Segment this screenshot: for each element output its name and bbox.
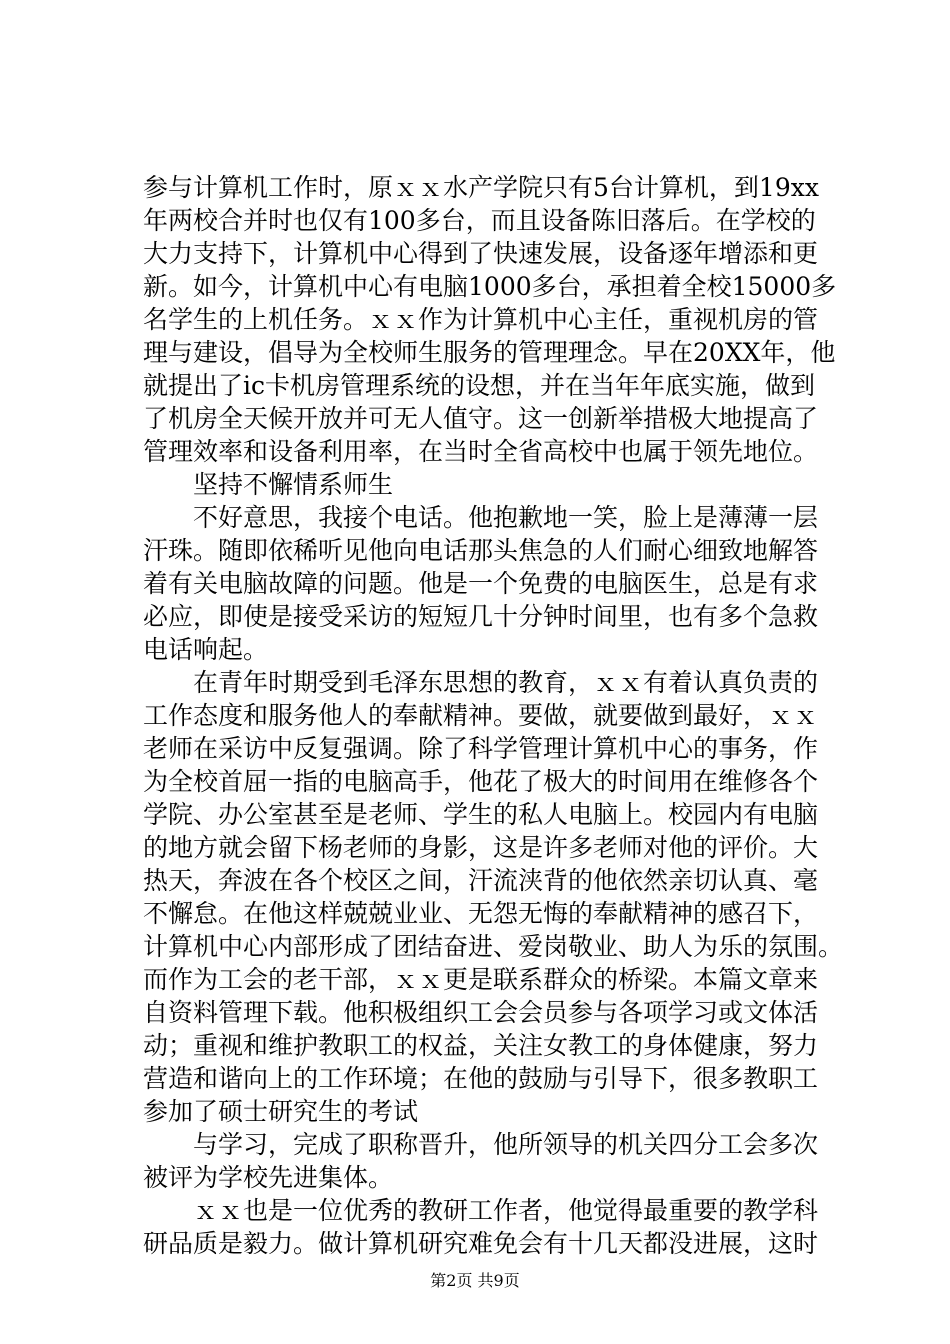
text-line: 为全校首屈一指的电脑高手，他花了极大的时间用在维修各个 [143, 767, 819, 796]
text-line: 新。如今，计算机中心有电脑1000多台，承担着全校15000多 [143, 272, 837, 301]
text-line: 动；重视和维护教职工的权益，关注女教工的身体健康，努力 [143, 1031, 819, 1060]
text-line: 年两校合并时也仅有100多台，而且设备陈旧落后。在学校的 [143, 206, 816, 235]
text-line: 而作为工会的老干部，ｘｘ更是联系群众的桥梁。本篇文章来 [143, 965, 819, 994]
text-line: 热天，奔波在各个校区之间，汗流浃背的他依然亲切认真、毫 [143, 866, 819, 895]
text-line: 与学习，完成了职称晋升，他所领导的机关四分工会多次 [143, 1130, 819, 1159]
section-heading: 坚持不懈情系师生 [143, 470, 394, 499]
text-line: ｘｘ也是一位优秀的教研工作者，他觉得最重要的教学科 [143, 1196, 819, 1225]
text-line: 了机房全天候开放并可无人值守。这一创新举措极大地提高了 [143, 404, 819, 433]
text-line: 研品质是毅力。做计算机研究难免会有十几天都没进展，这时 [143, 1229, 819, 1258]
text-line: 被评为学校先进集体。 [143, 1163, 394, 1192]
text-line: 不好意思，我接个电话。他抱歉地一笑，脸上是薄薄一层 [143, 503, 819, 532]
text-line: 学院、办公室甚至是老师、学生的私人电脑上。校园内有电脑 [143, 800, 819, 829]
text-line: 着有关电脑故障的问题。他是一个免费的电脑医生，总是有求 [143, 569, 819, 598]
text-line: 参与计算机工作时，原ｘｘ水产学院只有5台计算机，到19xx [143, 173, 819, 202]
text-line: 不懈怠。在他这样兢兢业业、无怨无悔的奉献精神的感召下， [143, 899, 819, 928]
text-line: 理与建设，倡导为全校师生服务的管理理念。早在20XX年，他 [143, 338, 836, 367]
text-line: 在青年时期受到毛泽东思想的教育，ｘｘ有着认真负责的 [143, 668, 819, 697]
text-line: 就提出了ic卡机房管理系统的设想，并在当年年底实施，做到 [143, 371, 815, 400]
text-line: 必应，即使是接受采访的短短几十分钟时间里，也有多个急救 [143, 602, 819, 631]
text-line: 的地方就会留下杨老师的身影，这是许多老师对他的评价。大 [143, 833, 819, 862]
text-line: 电话响起。 [143, 635, 269, 664]
text-line: 营造和谐向上的工作环境；在他的鼓励与引导下，很多教职工 [143, 1064, 819, 1093]
text-line: 管理效率和设备利用率，在当时全省高校中也属于领先地位。 [143, 437, 819, 466]
text-line: 参加了硕士研究生的考试 [143, 1097, 419, 1126]
text-line: 名学生的上机任务。ｘｘ作为计算机中心主任，重视机房的管 [143, 305, 819, 334]
page-number-footer: 第2页 共9页 [430, 1271, 520, 1290]
text-line: 老师在采访中反复强调。除了科学管理计算机中心的事务，作 [143, 734, 819, 763]
text-line: 自资料管理下载。他积极组织工会会员参与各项学习或文体活 [143, 998, 819, 1027]
text-line: 大力支持下，计算机中心得到了快速发展，设备逐年增添和更 [143, 239, 819, 268]
text-line: 计算机中心内部形成了团结奋进、爱岗敬业、助人为乐的氛围。 [143, 932, 844, 961]
text-line: 工作态度和服务他人的奉献精神。要做，就要做到最好，ｘｘ [143, 701, 819, 730]
text-line: 汗珠。随即依稀听见他向电话那头焦急的人们耐心细致地解答 [143, 536, 819, 565]
